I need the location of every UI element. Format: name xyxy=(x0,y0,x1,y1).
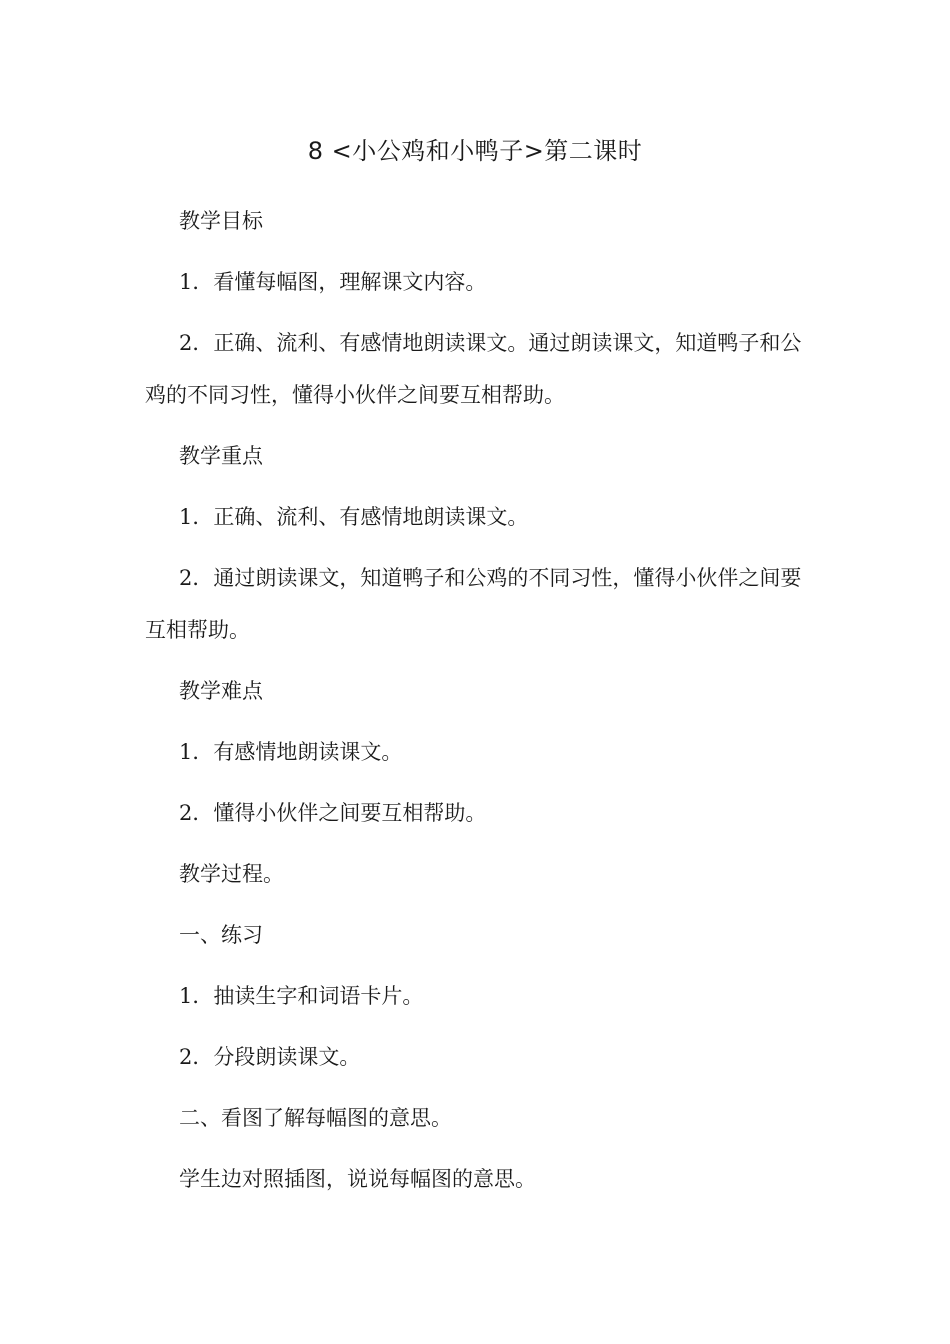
process-step-heading-1: 一、练习 xyxy=(179,923,263,947)
difficulty-item-1: 1．有感情地朗读课文。 xyxy=(179,740,403,764)
process-step-heading-2: 二、看图了解每幅图的意思。 xyxy=(179,1106,452,1130)
section-heading-key-points: 教学重点 xyxy=(179,444,263,468)
section-heading-objectives: 教学目标 xyxy=(179,209,263,233)
key-point-item-2: 2．通过朗读课文，知道鸭子和公鸡的不同习性，懂得小伙伴之间要互相帮助。 xyxy=(145,566,802,642)
process-item-2: 2．分段朗读课文。 xyxy=(179,1045,361,1069)
objective-item-1: 1．看懂每幅图，理解课文内容。 xyxy=(179,270,487,294)
process-item-3: 学生边对照插图，说说每幅图的意思。 xyxy=(179,1167,536,1191)
objective-item-2: 2．正确、流利、有感情地朗读课文。通过朗读课文，知道鸭子和公鸡的不同习性，懂得小伙伴之间要互相帮助。 xyxy=(145,331,802,407)
process-item-1: 1．抽读生字和词语卡片。 xyxy=(179,984,424,1008)
document-title: 8 <小公鸡和小鸭子>第二课时 xyxy=(307,137,643,165)
difficulty-item-2: 2．懂得小伙伴之间要互相帮助。 xyxy=(179,801,487,825)
key-point-item-1: 1．正确、流利、有感情地朗读课文。 xyxy=(179,505,529,529)
section-heading-difficulties: 教学难点 xyxy=(179,679,263,703)
document-body xyxy=(145,195,805,1214)
section-heading-process: 教学过程。 xyxy=(179,862,284,886)
